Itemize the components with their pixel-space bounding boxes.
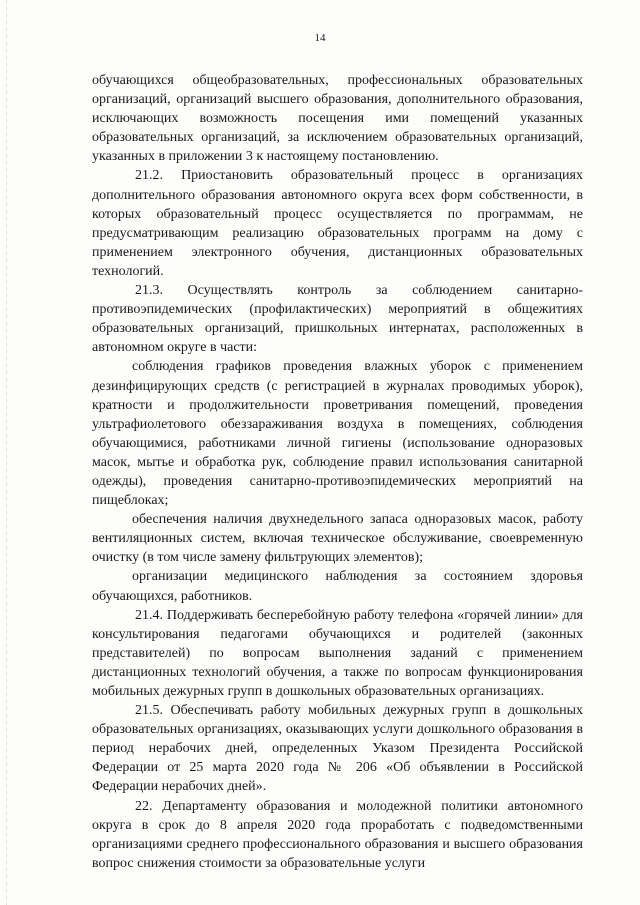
paragraph-21-3-medical: организации медицинского наблюдения за состоянием здоровья обучающихся, работников. (92, 569, 583, 604)
paragraph-21-3-cleaning: соблюдения графиков проведения влажных уборок с применением дезинфицирующих средств (с регистрацией в журналах проводимых уборок), кратности и продолжительности проветривания помещений, проведения ультрафиолетового обеззараживания воздуха в помещениях, соблюдения обучающимися, работниками личной гигиены (использование одноразовых масок, мытье и обработка рук, соблюдение правил использования санитарной одежды), проведения санитарно-противоэпидемических мероприятий на пищеблоках; (92, 359, 583, 509)
paragraph-22: 22. Департаменту образования и молодежной политики автономного округа в срок до 8 апреля 2020 года проработать с подведомственными организациями среднего профессионального образования и высшего образования вопрос снижения стоимости за образовательные услуги (92, 798, 583, 871)
paragraph-21-3-masks: обеспечения наличия двухнедельного запаса одноразовых масок, работу вентиляционных систем, включая техническое обслуживание, своевременную очистку (в том числе замену фильтрующих элементов); (92, 512, 583, 566)
paragraph-21-3: 21.3. Осуществлять контроль за соблюдением санитарно-противоэпидемических (профилактических) мероприятий в общежитиях образовательных организаций, пришкольных интернатах, расположенных в автономном округе в части: (92, 283, 583, 356)
document-body (92, 71, 583, 873)
paragraph-21-2: 21.2. Приостановить образовательный процесс в организациях дополнительного образования автономного округа всех форм собственности, в которых образовательный процесс осуществляется по программам, не предусматривающим реализацию образовательных программ на дому с применением электронного обучения, дистанционных образовательных технологий. (92, 168, 583, 279)
paragraph-21-4: 21.4. Поддерживать бесперебойную работу телефона «горячей линии» для консультирования педагогами обучающихся и родителей (законных представителей) по вопросам выполнения заданий с применением дистанционных технологий обучения, а также по вопросам функционирования мобильных дежурных групп в дошкольных образовательных организациях. (92, 607, 583, 699)
paragraph-continuation: обучающихся общеобразовательных, профессиональных образовательных организаций, организаций высшего образования, дополнительного образования, исключающих возможность посещения ими помещений указанных образовательных организаций, за исключением образовательных организаций, указанных в приложении 3 к настоящему постановлению. (92, 73, 583, 165)
page-number: 14 (314, 32, 326, 44)
paragraph-21-5: 21.5. Обеспечивать работу мобильных дежурных групп в дошкольных образовательных организациях, оказывающих услуги дошкольного образования в период нерабочих дней, определенных Указом Президента Российской Федерации от 25 марта 2020 года № 206 «Об объявлении в Российской Федерации нерабочих дней». (92, 703, 583, 795)
page-edge (6, 0, 7, 905)
